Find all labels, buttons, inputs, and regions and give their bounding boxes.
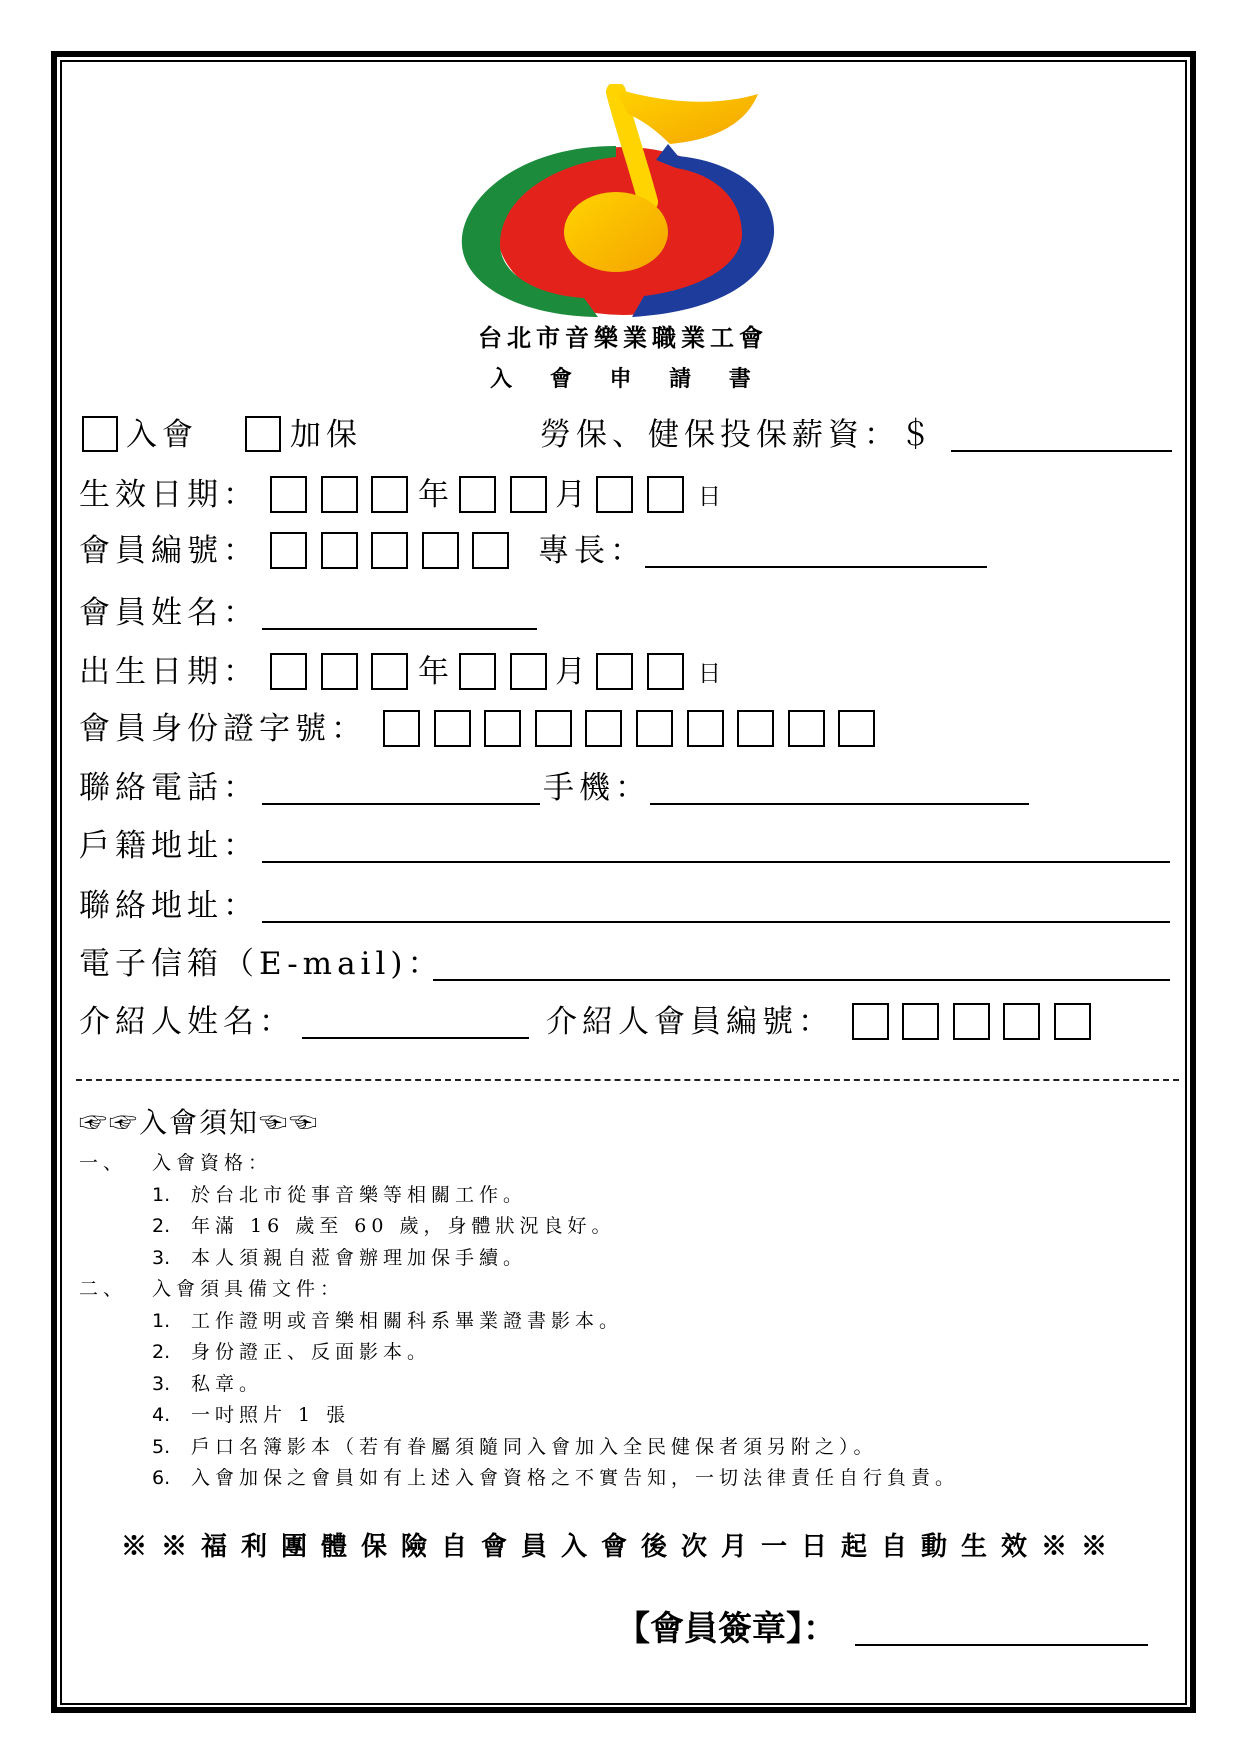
item-number: 2.	[152, 1341, 171, 1363]
day-unit: 日	[698, 661, 721, 687]
item-text: 一吋照片 1 張	[191, 1404, 351, 1426]
referrer-number-box[interactable]	[902, 1003, 939, 1040]
insure-checkbox[interactable]	[245, 416, 281, 452]
item-number: 3.	[152, 1246, 171, 1269]
effective-year-box[interactable]	[270, 476, 307, 513]
salary-field[interactable]	[951, 415, 1172, 452]
referrer-number-box[interactable]	[953, 1003, 990, 1040]
item-number: 5.	[152, 1435, 171, 1458]
birth-day-box[interactable]	[647, 653, 684, 690]
referrer-name-label: 介紹人姓名：	[79, 1004, 295, 1040]
member-number-label: 會員編號：	[79, 533, 259, 569]
logo-note-head	[564, 192, 668, 272]
section-marker: 一、	[79, 1152, 128, 1174]
month-unit: 月	[555, 477, 591, 513]
notes-heading: ☞☞入會須知☜☜	[79, 1106, 320, 1139]
mobile-field[interactable]	[650, 768, 1029, 805]
email-field[interactable]	[433, 944, 1170, 981]
list-item	[79, 1400, 1159, 1432]
id-number-box[interactable]	[788, 710, 825, 747]
effective-date-label: 生效日期：	[79, 477, 259, 513]
salary-label: 勞保、健保投保薪資：＄	[540, 417, 936, 453]
email-label: 電子信箱（E-mail)：	[79, 946, 444, 982]
list-item	[79, 1211, 1159, 1243]
item-text: 工作證明或音樂相關科系畢業證書影本。	[191, 1309, 624, 1332]
member-number-box[interactable]	[422, 532, 459, 569]
effective-month-box[interactable]	[510, 476, 547, 513]
organization-name: 台北市音樂業職業工會	[478, 323, 768, 352]
id-number-box[interactable]	[434, 710, 471, 747]
household-address-label: 戶籍地址：	[79, 828, 259, 864]
item-number: 1.	[152, 1183, 171, 1206]
household-address-field[interactable]	[262, 826, 1170, 863]
list-item	[79, 1337, 1159, 1369]
membership-type-row	[0, 415, 1241, 455]
contact-address-label: 聯絡地址：	[79, 888, 259, 924]
household-address-row	[0, 826, 1241, 866]
referrer-row	[0, 1002, 1241, 1042]
item-text: 本人須親自蒞會辦理加保手續。	[191, 1246, 528, 1269]
notes-section-header	[79, 1274, 1159, 1306]
item-number: 1.	[152, 1309, 171, 1332]
phone-field[interactable]	[262, 768, 540, 805]
member-name-row	[0, 593, 1241, 633]
referrer-number-box[interactable]	[1003, 1003, 1040, 1040]
effective-date-row	[0, 475, 1241, 515]
section-marker: 二、	[79, 1278, 128, 1300]
member-number-box[interactable]	[321, 532, 358, 569]
referrer-number-box[interactable]	[1054, 1003, 1091, 1040]
id-number-box[interactable]	[838, 710, 875, 747]
membership-notes	[79, 1148, 1159, 1495]
item-text: 於台北市從事音樂等相關工作。	[191, 1183, 528, 1206]
birth-month-box[interactable]	[459, 653, 496, 690]
contact-address-field[interactable]	[262, 886, 1170, 923]
section-title: 入會須具備文件：	[152, 1278, 345, 1300]
effective-year-box[interactable]	[321, 476, 358, 513]
notes-section-header	[79, 1148, 1159, 1180]
item-number: 4.	[152, 1404, 171, 1426]
effective-month-box[interactable]	[459, 476, 496, 513]
email-row	[0, 944, 1241, 984]
member-number-box[interactable]	[371, 532, 408, 569]
birth-year-box[interactable]	[321, 653, 358, 690]
day-unit: 日	[698, 484, 721, 510]
member-signature-label: 【會員簽章】：	[616, 1609, 837, 1649]
list-item	[79, 1463, 1159, 1495]
phone-label: 聯絡電話：	[79, 770, 259, 806]
mobile-label: 手機：	[543, 770, 651, 806]
item-number: 3.	[152, 1372, 171, 1395]
item-text: 入會加保之會員如有上述入會資格之不實告知，一切法律責任自行負責。	[191, 1467, 960, 1489]
id-number-box[interactable]	[636, 710, 673, 747]
form-title: 入 會 申 請 書	[490, 366, 766, 392]
specialty-label: 專長：	[538, 533, 646, 569]
year-unit: 年	[418, 654, 454, 690]
id-number-label: 會員身份證字號：	[79, 711, 367, 747]
birth-date-row	[0, 652, 1241, 692]
insure-label: 加保	[290, 417, 362, 453]
item-number: 6.	[152, 1467, 171, 1489]
list-item	[79, 1369, 1159, 1401]
birth-year-box[interactable]	[371, 653, 408, 690]
item-text: 私章。	[191, 1372, 264, 1395]
member-number-row	[0, 531, 1241, 571]
member-number-box[interactable]	[472, 532, 509, 569]
item-text: 戶口名簿影本（若有眷屬須隨同入會加入全民健保者須另附之）。	[191, 1435, 878, 1458]
list-item	[79, 1243, 1159, 1275]
contact-address-row	[0, 886, 1241, 926]
birth-month-box[interactable]	[510, 653, 547, 690]
id-number-box[interactable]	[585, 710, 622, 747]
effective-year-box[interactable]	[371, 476, 408, 513]
id-number-row	[0, 709, 1241, 749]
dashed-divider	[76, 1079, 1179, 1081]
month-unit: 月	[555, 654, 591, 690]
id-number-box[interactable]	[687, 710, 724, 747]
union-logo	[456, 84, 782, 321]
effective-day-box[interactable]	[596, 476, 633, 513]
item-text: 身份證正、反面影本。	[191, 1341, 432, 1363]
id-number-box[interactable]	[535, 710, 572, 747]
phone-row	[0, 768, 1241, 808]
item-number: 2.	[152, 1215, 171, 1237]
item-text: 年滿 16 歲至 60 歲，身體狀況良好。	[191, 1215, 616, 1237]
effective-day-box[interactable]	[647, 476, 684, 513]
birth-day-box[interactable]	[596, 653, 633, 690]
insurance-effective-notice: ※※福利團體保險自會員入會後次月一日起自動生效※※	[121, 1532, 1122, 1562]
referrer-name-field[interactable]	[302, 1002, 529, 1039]
section-title: 入會資格：	[152, 1152, 273, 1174]
referrer-number-label: 介紹人會員編號：	[546, 1004, 834, 1040]
member-name-label: 會員姓名：	[79, 595, 259, 631]
id-number-box[interactable]	[737, 710, 774, 747]
year-unit: 年	[418, 477, 454, 513]
member-number-box[interactable]	[270, 532, 307, 569]
birth-date-label: 出生日期：	[79, 654, 259, 690]
member-signature-field[interactable]	[855, 1609, 1148, 1646]
list-item	[79, 1180, 1159, 1212]
join-label: 入會	[126, 417, 198, 453]
list-item	[79, 1432, 1159, 1464]
join-checkbox[interactable]	[82, 416, 118, 452]
id-number-box[interactable]	[484, 710, 521, 747]
list-item	[79, 1306, 1159, 1338]
specialty-field[interactable]	[645, 531, 987, 568]
id-number-box[interactable]	[383, 710, 420, 747]
member-name-field[interactable]	[262, 593, 537, 630]
referrer-number-box[interactable]	[852, 1003, 889, 1040]
birth-year-box[interactable]	[270, 653, 307, 690]
